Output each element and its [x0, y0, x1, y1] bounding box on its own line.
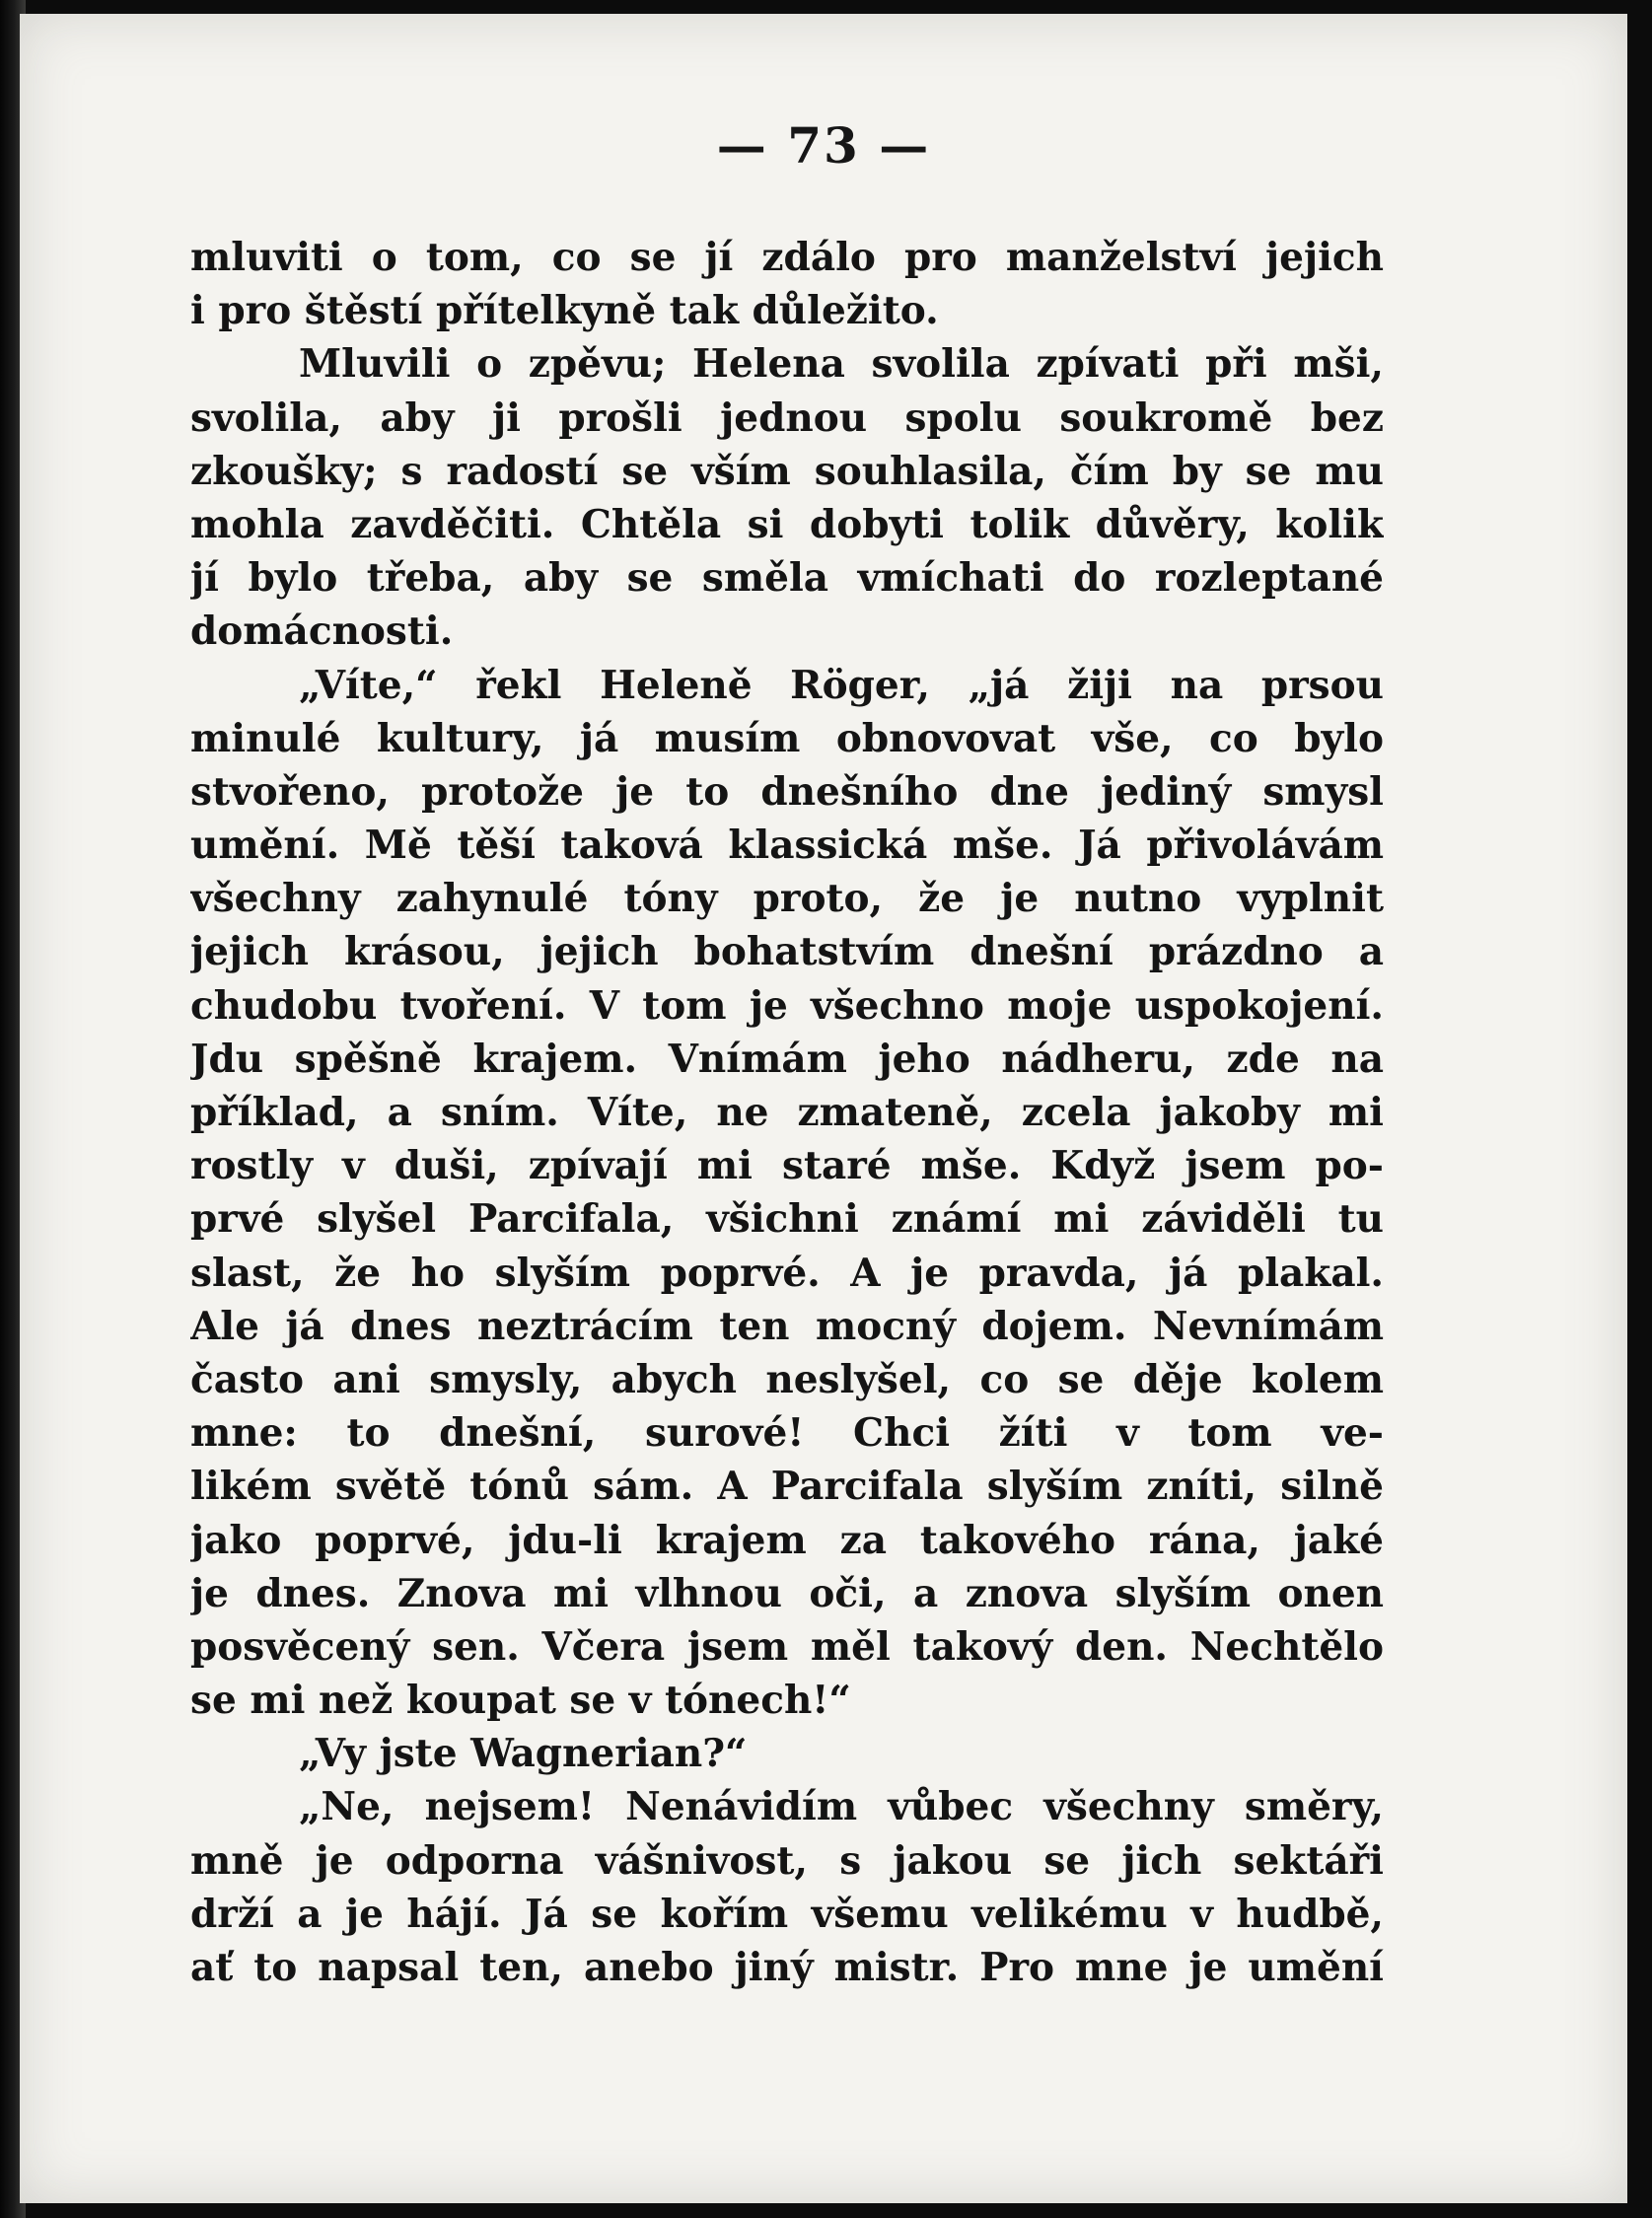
text-line: prvé slyšel Parcifala, všichni známí mi záviděli tu: [190, 1196, 1384, 1243]
text-line: Ale já dnes neztrácím ten mocný dojem. Nevnímám: [190, 1303, 1384, 1349]
text-line: chudobu tvoření. V tom je všechno moje uspokojení.: [190, 982, 1384, 1029]
text-line: „Vy jste Wagnerian?“: [299, 1731, 748, 1777]
text-line: „Víte,“ řekl Heleně Röger, „já žiji na prsou: [299, 662, 1384, 708]
text-line: je dnes. Znova mi vlhnou oči, a znova slyším onen: [190, 1570, 1384, 1616]
text-line: i pro štěstí přítelkyně tak důležito.: [190, 288, 939, 334]
text-line: ať to napsal ten, anebo jiný mistr. Pro mne je umění: [190, 1945, 1384, 1990]
text-line: minulé kultury, já musím obnovovat vše, co bylo: [190, 715, 1384, 761]
text-line: mluviti o tom, co se jí zdálo pro manželství jejich: [190, 235, 1384, 280]
text-line: mohla zavděčiti. Chtěla si dobyti tolik důvěry, kolik: [190, 501, 1384, 547]
text-line: domácnosti.: [190, 608, 454, 655]
text-line: mne: to dnešní, surové! Chci žíti v tom ve-: [190, 1410, 1384, 1457]
text-line: Jdu spěšně krajem. Vnímám jeho nádheru, zde na: [190, 1036, 1384, 1082]
text-line: umění. Mě těší taková klassická mše. Já přivolávám: [190, 823, 1384, 869]
text-line: mně je odporna vášnivost, s jakou se jich sektáři: [190, 1837, 1384, 1884]
text-line: drží a je hájí. Já se kořím všemu velikému v hudbě,: [190, 1891, 1384, 1937]
text-line: se mi než koupat se v tónech!“: [190, 1678, 851, 1724]
page-number: — 73 —: [716, 116, 931, 175]
text-line: stvořeno, protože je to dnešního dne jediný smysl: [190, 768, 1384, 815]
text-line: jí bylo třeba, aby se směla vmíchati do rozleptané: [190, 555, 1384, 602]
text-line: posvěcený sen. Včera jsem měl takový den. Nechtělo: [190, 1623, 1384, 1670]
text-line: rostly v duši, zpívají mi staré mše. Když jsem po-: [190, 1143, 1384, 1189]
page-text: [190, 231, 1384, 1994]
text-line: všechny zahynulé tóny proto, že je nutno vyplnit: [190, 876, 1384, 922]
text-line: příklad, a sním. Víte, ne zmateně, zcela jakoby mi: [190, 1090, 1384, 1135]
text-line: svolila, aby ji prošli jednou spolu soukromě bez: [190, 394, 1384, 441]
text-line: „Ne, nejsem! Nenávidím vůbec všechny směry,: [299, 1784, 1384, 1830]
book-page: [20, 14, 1627, 2203]
text-line: likém světě tónů sám. A Parcifala slyším zníti, silně: [190, 1464, 1384, 1510]
text-line: Mluvili o zpěvu; Helena svolila zpívati při mši,: [299, 341, 1384, 388]
text-line: zkoušky; s radostí se vším souhlasila, čím by se mu: [190, 448, 1384, 494]
text-line: jako poprvé, jdu-li krajem za takového rána, jaké: [190, 1517, 1384, 1563]
text-line: často ani smysly, abych neslyšel, co se děje kolem: [190, 1356, 1384, 1402]
text-line: jejich krásou, jejich bohatstvím dnešní prázdno a: [190, 929, 1384, 975]
text-line: slast, že ho slyším poprvé. A je pravda, já plakal.: [190, 1250, 1384, 1296]
